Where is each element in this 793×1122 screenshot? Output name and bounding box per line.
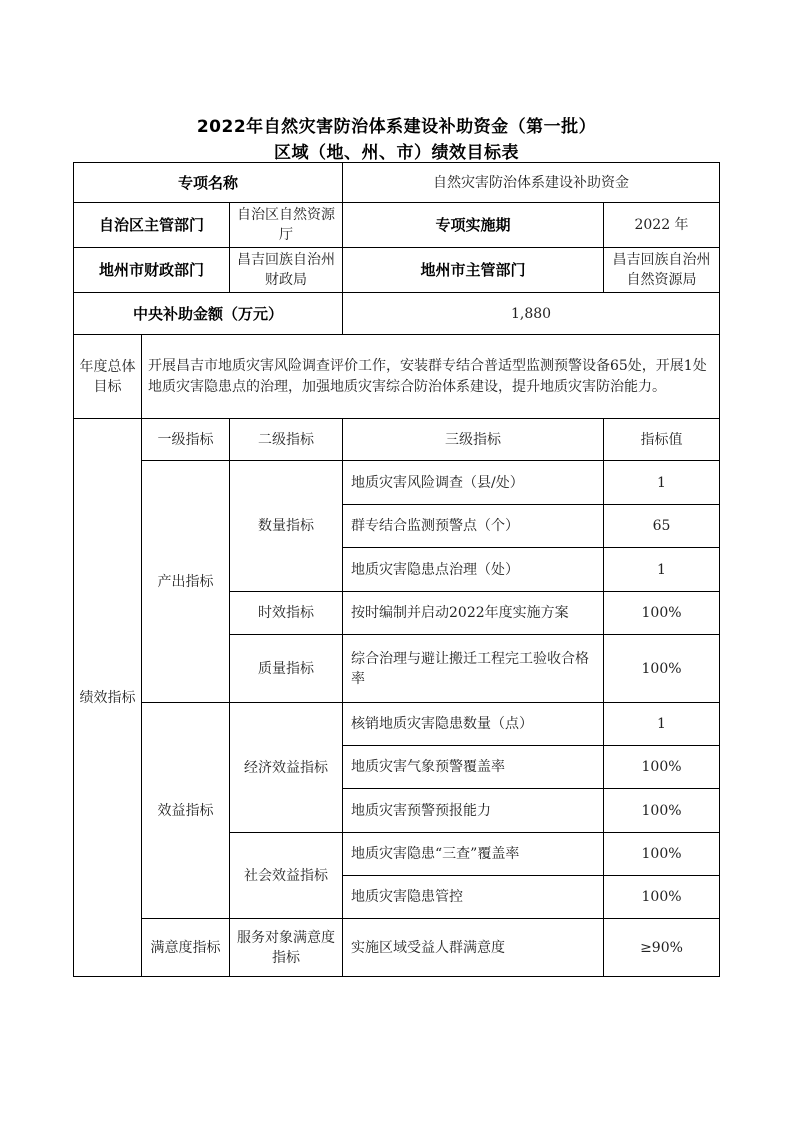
project-name-value: 自然灾害防治体系建设补助资金 (343, 163, 720, 203)
header-level1: 一级指标 (142, 419, 230, 461)
indicator-name: 地质灾害气象预警覆盖率 (343, 746, 604, 789)
header-level3: 三级指标 (343, 419, 604, 461)
indicator-value: 100% (604, 592, 720, 635)
group-satisfaction: 满意度指标 (142, 919, 230, 977)
finance-label: 地州市财政部门 (74, 248, 230, 293)
amount-value: 1,880 (343, 293, 720, 335)
indicator-value: 100% (604, 876, 720, 919)
indicator-value: ≥90% (604, 919, 720, 977)
indicator-name: 群专结合监测预警点（个） (343, 505, 604, 548)
header-value: 指标值 (604, 419, 720, 461)
indicator-value: 100% (604, 789, 720, 833)
local-dept-label: 地州市主管部门 (343, 248, 604, 293)
indicator-name: 地质灾害预警预报能力 (343, 789, 604, 833)
period-value: 2022 年 (604, 203, 720, 248)
indicator-name: 地质灾害隐患点治理（处） (343, 548, 604, 592)
indicator-name: 地质灾害风险调查（县/处） (343, 461, 604, 505)
indicator-name: 地质灾害隐患“三查”覆盖率 (343, 833, 604, 876)
indicator-value: 1 (604, 461, 720, 505)
group-quantity: 数量指标 (230, 461, 343, 592)
period-label: 专项实施期 (343, 203, 604, 248)
goal-text: 开展昌吉市地质灾害风险调查评价工作，安装群专结合普适型监测预警设备65处，开展1处地质灾害隐患点的治理，加强地质灾害综合防治体系建设，提升地质灾害防治能力。 (142, 335, 720, 419)
project-name-label: 专项名称 (74, 163, 343, 203)
document-title: 2022年自然灾害防治体系建设补助资金（第一批） (196, 117, 597, 137)
dept-label: 自治区主管部门 (74, 203, 230, 248)
amount-label: 中央补助金额（万元） (74, 293, 343, 335)
indicator-name: 实施区域受益人群满意度 (343, 919, 604, 977)
group-output: 产出指标 (142, 461, 230, 703)
finance-value: 昌吉回族自治州财政局 (230, 248, 343, 293)
goal-label: 年度总体目标 (74, 335, 142, 419)
indicator-value: 1 (604, 548, 720, 592)
group-economic: 经济效益指标 (230, 703, 343, 833)
local-dept-value: 昌吉回族自治州自然资源局 (604, 248, 720, 293)
indicator-value: 100% (604, 833, 720, 876)
indicator-value: 100% (604, 635, 720, 703)
document-subtitle: 区域（地、州、市）绩效目标表 (274, 143, 519, 163)
header-level2: 二级指标 (230, 419, 343, 461)
performance-target-table (73, 162, 720, 977)
group-benefit: 效益指标 (142, 703, 230, 919)
perf-label: 绩效指标 (74, 419, 142, 977)
indicator-value: 65 (604, 505, 720, 548)
group-social: 社会效益指标 (230, 833, 343, 919)
group-timeliness: 时效指标 (230, 592, 343, 635)
indicator-name: 核销地质灾害隐患数量（点） (343, 703, 604, 746)
indicator-name: 按时编制并启动2022年度实施方案 (343, 592, 604, 635)
group-service: 服务对象满意度指标 (230, 919, 343, 977)
group-quality: 质量指标 (230, 635, 343, 703)
indicator-value: 100% (604, 746, 720, 789)
indicator-value: 1 (604, 703, 720, 746)
indicator-name: 地质灾害隐患管控 (343, 876, 604, 919)
indicator-name: 综合治理与避让搬迁工程完工验收合格率 (343, 635, 604, 703)
dept-value: 自治区自然资源厅 (230, 203, 343, 248)
